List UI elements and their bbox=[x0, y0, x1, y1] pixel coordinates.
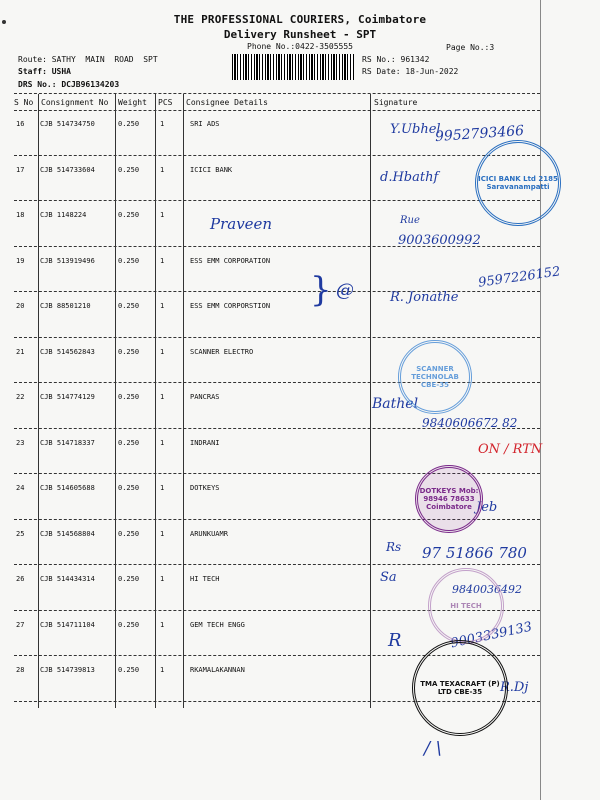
company-title: THE PROFESSIONAL COURIERS, Coimbatore bbox=[173, 13, 427, 26]
row-weight: 0.250 bbox=[118, 348, 140, 356]
row-weight: 0.250 bbox=[118, 439, 140, 447]
staff-label: Staff: USHA bbox=[18, 67, 71, 76]
row-consignment: CJB 514711104 bbox=[40, 621, 95, 629]
bracket-mark: } bbox=[310, 270, 332, 310]
row-consignee: DOTKEYS bbox=[190, 484, 220, 492]
row-weight: 0.250 bbox=[118, 484, 140, 492]
row-consignee: ESS EMM CORPORSTION bbox=[190, 302, 271, 310]
handwritten-phone-7: 9003339133 bbox=[449, 619, 534, 652]
row-consignment: CJB 513919496 bbox=[40, 257, 95, 265]
row-weight: 0.250 bbox=[118, 257, 140, 265]
row-consignee: PANCRAS bbox=[190, 393, 220, 401]
row-pcs: 1 bbox=[160, 575, 165, 583]
barcode bbox=[232, 54, 354, 80]
col-divider bbox=[38, 94, 39, 708]
row-consignee: SRI ADS bbox=[190, 120, 220, 128]
tma-texacraft-stamp: TMA TEXACRAFT (P) LTD CBE-35 bbox=[412, 640, 508, 736]
signature-scribble: Bathel bbox=[372, 396, 419, 412]
row-consignment: CJB 514739813 bbox=[40, 666, 95, 674]
row-sno: 22 bbox=[16, 393, 25, 401]
row-separator bbox=[14, 291, 540, 292]
icici-bank-stamp: ICICI BANK Ltd 2185 Saravanampatti bbox=[475, 140, 561, 226]
row-pcs: 1 bbox=[160, 348, 165, 356]
signature-scribble: / \ bbox=[424, 738, 442, 759]
col-divider bbox=[370, 94, 371, 708]
row-sno: 26 bbox=[16, 575, 25, 583]
row-consignee: RKAMALAKANNAN bbox=[190, 666, 245, 674]
col-consignment: Consignment No bbox=[41, 98, 109, 107]
row-sno: 25 bbox=[16, 530, 25, 538]
signature-scribble: R.Dj bbox=[500, 680, 529, 695]
row-sno: 23 bbox=[16, 439, 25, 447]
row-pcs: 1 bbox=[160, 257, 165, 265]
route-label: Route: SATHY MAIN ROAD SPT bbox=[18, 55, 158, 64]
handwritten-phone-2: 9003600992 bbox=[398, 233, 481, 248]
col-divider bbox=[155, 94, 156, 708]
row-consignment: CJB 514733604 bbox=[40, 166, 95, 174]
signature-scribble: Y.Ubhel bbox=[390, 122, 441, 137]
signature-scribble: R. Jonathe bbox=[390, 290, 459, 305]
handwritten-phone-5: 97 51866 780 bbox=[422, 544, 527, 562]
row-pcs: 1 bbox=[160, 211, 165, 219]
handwritten-phone-3: 9597226152 bbox=[477, 264, 562, 291]
row-consignee: GEM TECH ENGG bbox=[190, 621, 245, 629]
runsheet-title: Delivery Runsheet - SPT bbox=[223, 28, 377, 41]
col-divider bbox=[115, 94, 116, 708]
signature-scribble: Sa bbox=[380, 570, 397, 585]
hi-tech-stamp: HI TECH bbox=[428, 568, 504, 644]
row-sno: 18 bbox=[16, 211, 25, 219]
row-consignment: CJB 88501210 bbox=[40, 302, 91, 310]
row-consignment: CJB 514774129 bbox=[40, 393, 95, 401]
row-weight: 0.250 bbox=[118, 575, 140, 583]
row-sno: 19 bbox=[16, 257, 25, 265]
page-number: Page No.:3 bbox=[446, 43, 495, 52]
row-separator bbox=[14, 337, 540, 338]
row-weight: 0.250 bbox=[118, 666, 140, 674]
row-consignment: CJB 514718337 bbox=[40, 439, 95, 447]
row-sno: 17 bbox=[16, 166, 25, 174]
row-weight: 0.250 bbox=[118, 211, 140, 219]
handwritten-name: Praveen bbox=[210, 215, 273, 233]
row-consignment: CJB 514434314 bbox=[40, 575, 95, 583]
col-pcs: PCS bbox=[158, 98, 173, 107]
drs-number: DRS No.: DCJB96134203 bbox=[18, 80, 120, 89]
signature-scribble: d.Hbathf bbox=[380, 170, 439, 185]
row-pcs: 1 bbox=[160, 120, 165, 128]
row-sno: 21 bbox=[16, 348, 25, 356]
handwritten-phone-6: 9840036492 bbox=[452, 583, 522, 596]
row-consignment: CJB 514562843 bbox=[40, 348, 95, 356]
row-weight: 0.250 bbox=[118, 166, 140, 174]
row-separator bbox=[14, 564, 540, 565]
row-weight: 0.250 bbox=[118, 302, 140, 310]
row-consignee: ARUNKUAMR bbox=[190, 530, 228, 538]
row-weight: 0.250 bbox=[118, 621, 140, 629]
signature-scribble: @ bbox=[336, 280, 354, 301]
row-consignment: CJB 1148224 bbox=[40, 211, 87, 219]
row-pcs: 1 bbox=[160, 439, 165, 447]
signature-scribble: Jeb bbox=[476, 500, 498, 515]
row-consignee: ICICI BANK bbox=[190, 166, 233, 174]
row-pcs: 1 bbox=[160, 666, 165, 674]
rs-number: RS No.: 961342 bbox=[362, 55, 430, 64]
signature-scribble: Rs bbox=[386, 540, 402, 554]
row-consignment: CJB 514734750 bbox=[40, 120, 95, 128]
row-sno: 24 bbox=[16, 484, 25, 492]
row-consignee: INDRANI bbox=[190, 439, 220, 447]
row-separator bbox=[14, 155, 540, 156]
handwritten-phone-1: 9952793466 bbox=[434, 122, 525, 146]
row-pcs: 1 bbox=[160, 621, 165, 629]
row-pcs: 1 bbox=[160, 530, 165, 538]
row-consignee: HI TECH bbox=[190, 575, 220, 583]
row-pcs: 1 bbox=[160, 484, 165, 492]
row-pcs: 1 bbox=[160, 166, 165, 174]
row-separator bbox=[14, 200, 540, 201]
col-sno: S No bbox=[14, 98, 34, 107]
handwritten-note: ON / RTN bbox=[478, 442, 543, 457]
page-edge-line bbox=[540, 0, 541, 800]
signature-scribble: R bbox=[388, 630, 402, 651]
row-sno: 28 bbox=[16, 666, 25, 674]
col-signature: Signature bbox=[374, 98, 418, 107]
rs-date: RS Date: 18-Jun-2022 bbox=[362, 67, 459, 76]
row-pcs: 1 bbox=[160, 393, 165, 401]
header-rule-bottom bbox=[14, 110, 540, 111]
dotkeys-stamp: DOTKEYS Mob: 98946 78633 Coimbatore bbox=[415, 465, 483, 533]
row-weight: 0.250 bbox=[118, 120, 140, 128]
row-sno: 16 bbox=[16, 120, 25, 128]
row-consignee: ESS EMM CORPORATION bbox=[190, 257, 271, 265]
row-sno: 20 bbox=[16, 302, 25, 310]
row-consignee: SCANNER ELECTRO bbox=[190, 348, 254, 356]
row-consignment: CJB 514605688 bbox=[40, 484, 95, 492]
col-divider bbox=[183, 94, 184, 708]
col-weight: Weight bbox=[118, 98, 147, 107]
phone-number: Phone No.:0422-3505555 bbox=[247, 42, 353, 51]
header-rule-top bbox=[14, 93, 540, 94]
col-consignee: Consignee Details bbox=[186, 98, 268, 107]
scanner-stamp: SCANNER TECHNOLAB CBE-35 bbox=[398, 340, 472, 414]
row-weight: 0.250 bbox=[118, 393, 140, 401]
row-consignment: CJB 514568804 bbox=[40, 530, 95, 538]
row-sno: 27 bbox=[16, 621, 25, 629]
signature-scribble: Rue bbox=[400, 215, 420, 226]
row-weight: 0.250 bbox=[118, 530, 140, 538]
row-pcs: 1 bbox=[160, 302, 165, 310]
handwritten-phone-4: 9840606672 82 bbox=[422, 416, 518, 430]
